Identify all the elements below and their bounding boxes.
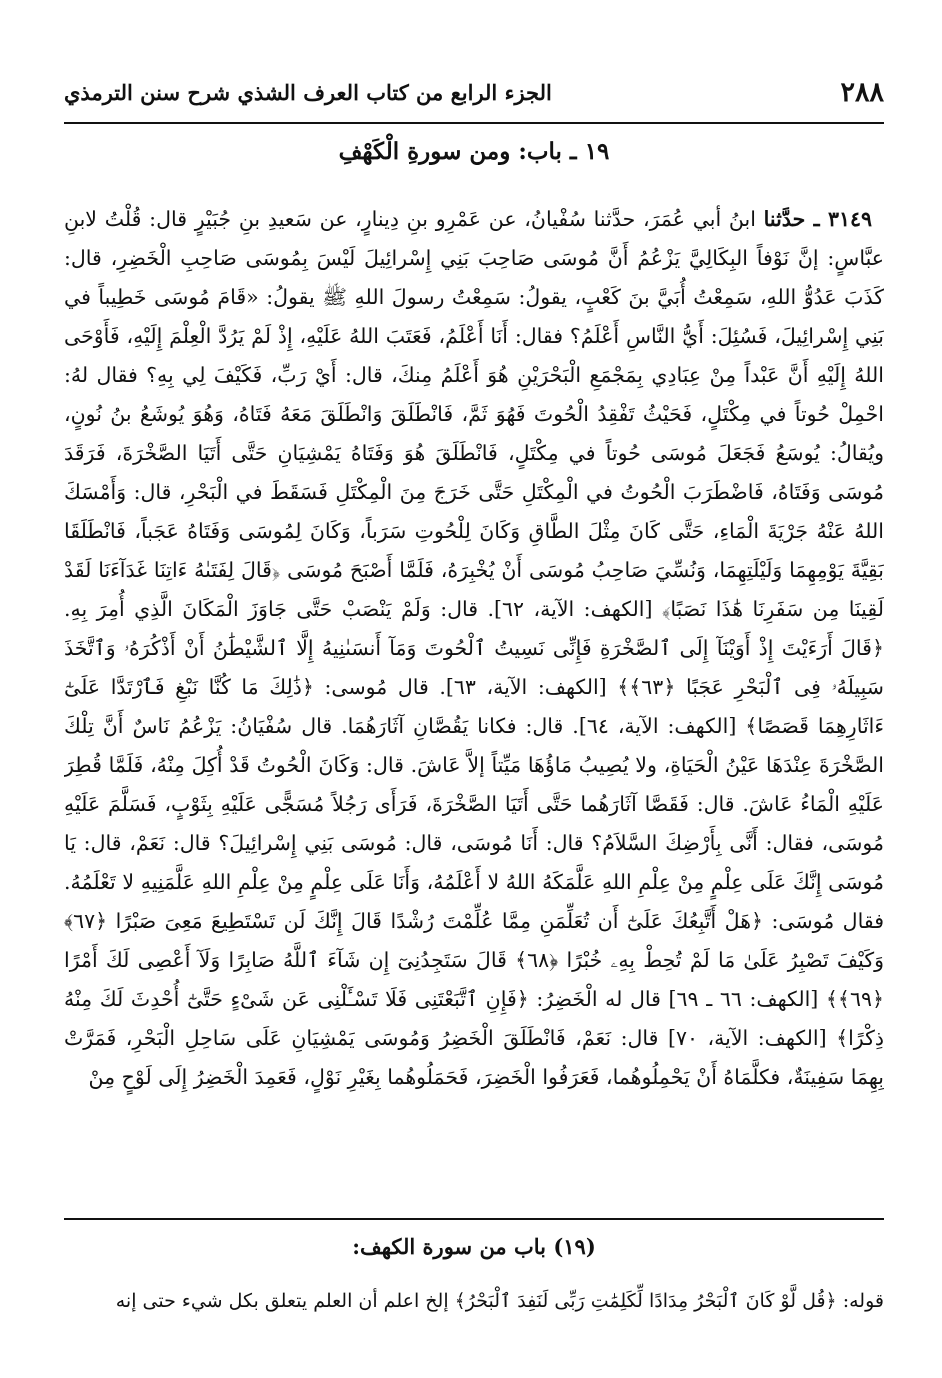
hadith-text: ابنُ أبي عُمَرَ، حدَّثنا سُفْيانُ، عن عَمْرِو بنِ دِينارٍ، عن سَعيدِ بنِ جُبَيْرٍ قال: قُلْتُ لابنِ عبَّاسٍ: إنَّ نَوْفاً البِكَالِيَّ يَزْعُمُ أَنَّ مُوسَى صَاحِبَ بَنِي إِسْرائِيلَ لَيْسَ بِمُوسَى صَاحِبِ الْخَضِرِ، قال: كَذَبَ عَدُوُّ اللهِ، سَمِعْتُ أُبَيَّ بنَ كَعْبٍ، يقولُ: سَمِعْتُ رسولَ اللهِ ﷺ يقولُ: «قَامَ مُوسَى خَطِيباً في بَنِي إِسْرائِيلَ، فَسُئِلَ: أَيُّ النَّاسِ أَعْلَمُ؟ فقال: أَنَا أَعْلَمُ، فَعَتَبَ اللهُ عَلَيْهِ، إِذْ لَمْ يَرُدَّ الْعِلْمَ إِلَيْهِ، فَأَوْحَى اللهُ إِلَيْهِ أَنَّ عَبْداً مِنْ عِبَادِي بِمَجْمَعِ الْبَحْرَيْنِ هُوَ أَعْلَمُ مِنكَ، قال: أَيْ رَبِّ، فَكَيْفَ لِي بِهِ؟ فقال لهُ: احْمِلْ حُوتاً في مِكْتَلٍ، فَحَيْثُ تَفْقِدُ الْحُوتَ فَهُوَ ثَمَّ، فَانْطَلَقَ وَانْطَلَقَ مَعَهُ فَتَاهُ، وَهُوَ يُوشَعُ بنُ نُونٍ، ويُقالُ: يُوسَعُ فَجَعَلَ مُوسَى حُوتاً في مِكْتَلٍ، فَانْطَلَقَ هُوَ وَفَتَاهُ يَمْشِيَانِ حَتَّى أَتَيَا الصَّخْرَةَ، فَرَقَدَ مُوسَى وَفَتَاهُ، فَاضْطَرَبَ الْحُوتُ في الْمِكْتَلِ حَتَّى خَرَجَ مِنَ الْمِكْتَلِ فَسَقَطَ في الْبَحْرِ، قال: وَأَمْسَكَ اللهُ عَنْهُ جَرْيَةَ الْمَاءِ، حَتَّى كَانَ مِثْلَ الطَّاقِ وَكَانَ لِلْحُوتِ سَرَباً، وَكَانَ لِمُوسَى وَفَتَاهُ عَجَباً، فَانْطَلَقَا بَقِيَّةَ يَوْمِهِمَا وَلَيْلَتِهِمَا، وَنُسِّيَ صَاحِبُ مُوسَى أَنْ يُخْبِرَهُ، فَلَمَّا أَصْبَحَ مُوسَى ﴿قَالَ لِفَتَىٰهُ ءَاتِنَا غَدَآءَنَا لَقَدْ لَقِينَا مِن سَفَرِنَا هَٰذَا نَصَبًا﴾ [الكهف: الآية، ٦٢]. قال: وَلَمْ يَنْصَبْ حَتَّى جَاوَزَ الْمَكَانَ الَّذِي أُمِرَ بِهِ. ﴿قَالَ أَرَءَيْتَ إِذْ أَوَيْنَآ إِلَى ٱلصَّخْرَةِ فَإِنِّى نَسِيتُ ٱلْحُوتَ وَمَآ أَنسَىٰنِيهُ إِلَّا ٱلشَّيْطَٰنُ أَنْ أَذْكُرَهُۥ وَٱتَّخَذَ سَبِيلَهُۥ فِى ٱلْبَحْرِ عَجَبًا ﴿٦٣﴾﴾ [الكهف: الآية، ٦٣]. قال مُوسى: ﴿ذَٰلِكَ مَا كُنَّا نَبْغِ فَٱرْتَدَّا عَلَىٰٓ ءَاثَارِهِمَا قَصَصًا﴾ [الكهف: الآية، ٦٤]. قال: فكانا يَقُصَّانِ آثَارَهُمَا. قال سُفْيَانُ: يَزْعُمُ نَاسٌ أَنَّ تِلْكَ الصَّخْرَةَ عِنْدَهَا عَيْنُ الْحَيَاةِ، ولا يُصِيبُ مَاؤُهَا مَيِّتاً إلاَّ عَاشَ. قال: وَكَانَ الْحُوتُ قَدْ أُكِلَ مِنْهُ، فَلَمَّا قُطِرَ عَلَيْهِ الْمَاءُ عَاشَ. قال: فَقَصَّا آثَارَهُما حَتَّى أَتَيَا الصَّخْرَةَ، فَرَأَى رَجُلاً مُسَجًّى عَلَيْهِ بِثَوْبٍ، فَسَلَّمَ عَلَيْهِ مُوسَى، فقال: أَنَّى بِأَرْضِكَ السَّلاَمُ؟ قال: أَنَا مُوسَى، قال: مُوسَى بَنِي إِسْرائِيلَ؟ قال: نَعَمْ، قال: يَا مُوسَى إِنَّكَ عَلَى عِلْمٍ مِنْ عِلْمِ اللهِ عَلَّمَكَهُ اللهُ لا أَعْلَمُهُ، وَأَنَا عَلَى عِلْمٍ مِنْ عِلْمِ اللهِ عَلَّمَنِيهِ لا تَعْلَمُهُ. فقال مُوسَى: ﴿هَلْ أَتَّبِعُكَ عَلَىٰٓ أَن تُعَلِّمَنِ مِمَّا عُلِّمْتَ رُشْدًا قَالَ إِنَّكَ لَن تَسْتَطِيعَ مَعِىَ صَبْرًا ﴿٦٧﴾ وَكَيْفَ تَصْبِرُ عَلَىٰ مَا لَمْ تُحِطْ بِهِۦ خُبْرًا ﴿٦٨﴾ قَالَ سَتَجِدُنِىٓ إِن شَآءَ ٱللَّهُ صَابِرًا وَلَآ أَعْصِى لَكَ أَمْرًا ﴿٦٩﴾﴾ [الكهف: ٦٦ ـ ٦٩] قال له الْخَضِرُ: ﴿فَإِنِ ٱتَّبَعْتَنِى فَلَا تَسْـَٔلْنِى عَن شَىْءٍ حَتَّىٰٓ أُحْدِثَ لَكَ مِنْهُ ذِكْرًا﴾ [الكهف: الآية، ٧٠] قال: نَعَمْ، فَانْطَلَقَ الْخَضِرُ وَمُوسَى يَمْشِيَانِ عَلَى سَاحِلِ الْبَحْرِ، فَمَرَّتْ بِهِمَا سَفِينَةٌ، فكلَّمَاهُ أَنْ يَحْمِلُوهُما، فَعَرَفُوا الْخَضِرَ، فَحَمَلُوهُما بِغَيْرِ نَوْلٍ، فَعَمِدَ الْخَضِرُ إِلَى لَوْحٍ مِنْ [64,207,884,1089]
chapter-title: ١٩ ـ باب: ومن سورةِ الْكَهْفِ [338,138,610,165]
commentary-paragraph: قوله: ﴿قُل لَّوْ كَانَ ٱلْبَحْرُ مِدَادًا لِّكَلِمَٰتِ رَبِّى لَنَفِدَ ٱلْبَحْرُ﴾ إلخ اعلم أن العلم يتعلق بكل شيء حتى إنه [115,1290,884,1312]
running-title: الجزء الرابع من كتاب العرف الشذي شرح سنن الترمذي [64,79,552,105]
commentary-body [64,1282,884,1326]
header-divider [64,122,884,124]
page-header [64,70,884,114]
hadith-number: ٣١٤٩ ـ حدَّثنا [763,207,872,231]
page-number: ٢٨٨ [840,76,884,108]
hadith-body [64,200,884,1200]
footnote-divider [64,1218,884,1220]
commentary-title: (١٩) باب من سورة الكهف: [352,1234,596,1259]
hadith-paragraph [64,200,884,1097]
